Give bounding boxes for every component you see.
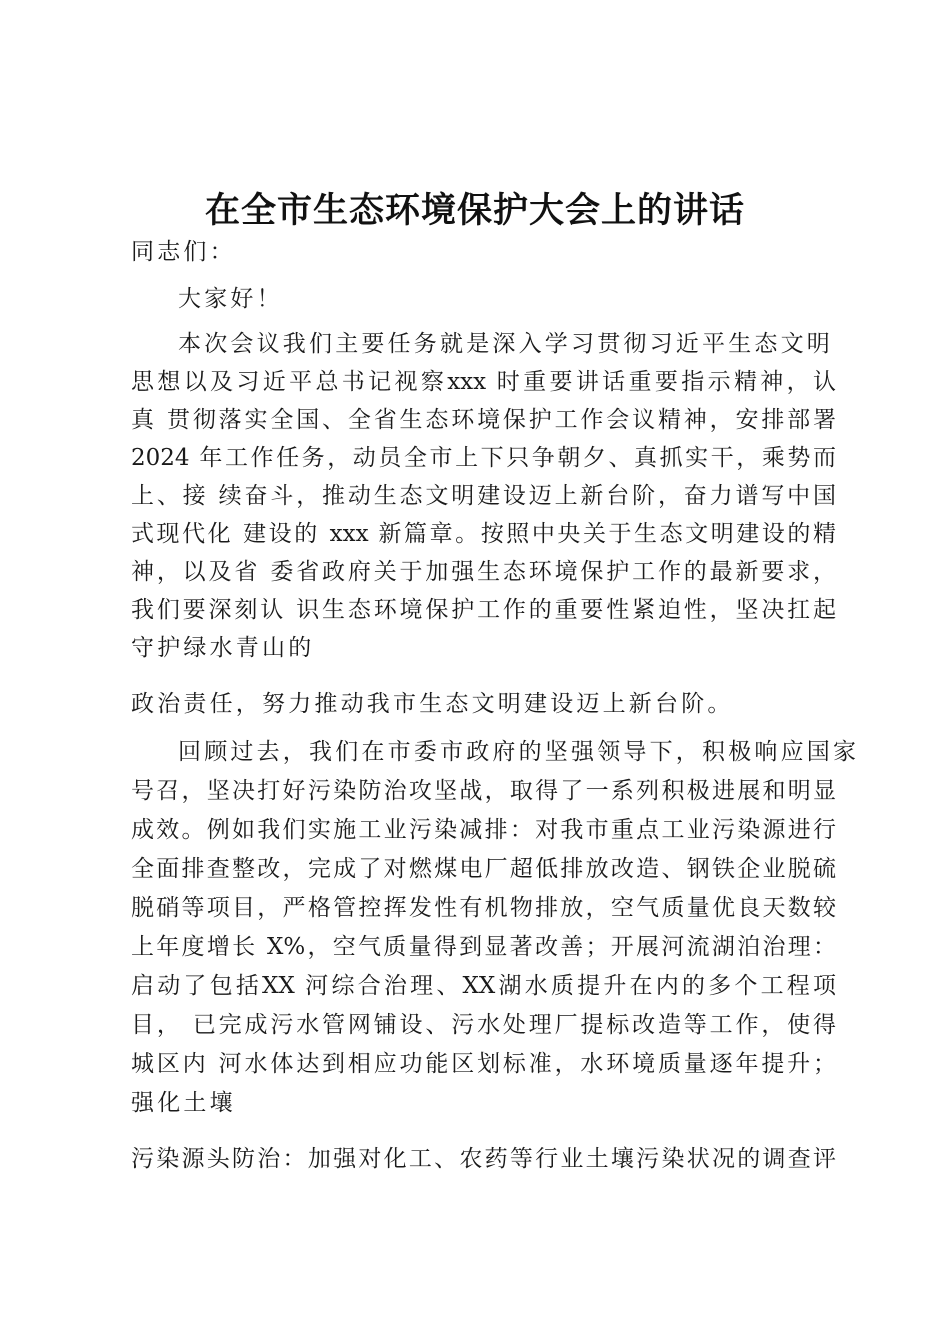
paragraph-line: 强化土壤 [131, 1090, 236, 1116]
paragraph-line: 全面排查整改，完成了对燃煤电厂超低排放改造、钢铁企业脱硫 [131, 856, 836, 882]
paragraph-line: 启动了包括XX 河综合治理、XX湖水质提升在内的多个工程项 [131, 973, 836, 999]
paragraph-line: 脱硝等项目，严格管控挥发性有机物排放，空气质量优良天数较 [131, 895, 836, 921]
paragraph-line: 神，以及省 委省政府关于加强生态环境保护工作的最新要求， [131, 559, 836, 585]
paragraph-line: 成效。例如我们实施工业污染减排：对我市重点工业污染源进行 [131, 817, 836, 843]
paragraph-line: 上、接 续奋斗，推动生态文明建设迈上新台阶，奋力谱写中国 [131, 483, 836, 509]
greeting: 大家好！ [178, 286, 283, 312]
paragraph-line: 号召，坚决打好污染防治攻坚战，取得了一系列积极进展和明显 [131, 778, 836, 804]
paragraph-line: 式现代化 建设的 xxx 新篇章。按照中央关于生态文明建设的精 [131, 521, 836, 547]
paragraph-line: 思想以及习近平总书记视察xxx 时重要讲话重要指示精神，认 [131, 369, 836, 395]
paragraph-line: 真 贯彻落实全国、全省生态环境保护工作会议精神，安排部署 [131, 407, 836, 433]
paragraph-line: 我们要深刻认 识生态环境保护工作的重要性紧迫性，坚决扛起 [131, 597, 836, 623]
salutation: 同志们： [131, 239, 236, 265]
document-title: 在全市生态环境保护大会上的讲话 [204, 191, 745, 231]
paragraph-line: 2024 年工作任务，动员全市上下只争朝夕、真抓实干，乘势而 [131, 445, 836, 471]
paragraph-line: 守护绿水青山的 [131, 635, 315, 661]
paragraph-line: 城区内 河水体达到相应功能区划标准，水环境质量逐年提升； [131, 1051, 836, 1077]
paragraph-line: 本次会议我们主要任务就是深入学习贯彻习近平生态文明 [178, 331, 833, 357]
paragraph-line: 目， 已完成污水管网铺设、污水处理厂提标改造等工作，使得 [131, 1012, 836, 1038]
paragraph-line: 政治责任，努力推动我市生态文明建设迈上新台阶。 [131, 691, 734, 717]
paragraph-line: 上年度增长 X%，空气质量得到显著改善；开展河流湖泊治理： [131, 934, 836, 960]
paragraph-line: 回顾过去，我们在市委市政府的坚强领导下，积极响应国家 [178, 739, 860, 765]
paragraph-line: 污染源头防治：加强对化工、农药等行业土壤污染状况的调查评 [131, 1146, 836, 1172]
